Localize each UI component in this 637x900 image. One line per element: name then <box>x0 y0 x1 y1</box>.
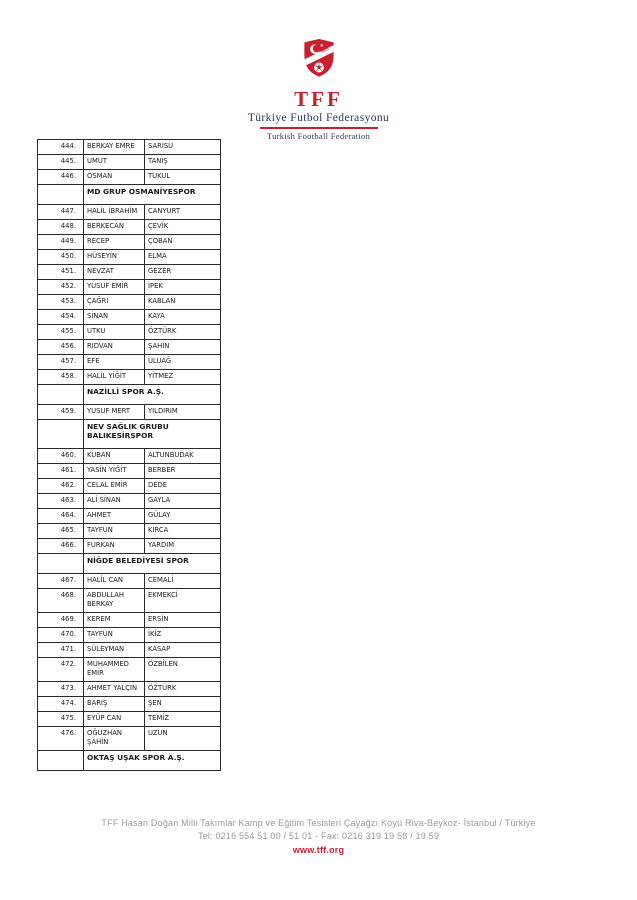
player-first-name: TAYFUN <box>84 628 145 643</box>
player-number: 448. <box>38 220 84 235</box>
player-first-name: OSMAN <box>84 170 145 185</box>
player-last-name: KAYA <box>145 310 221 325</box>
player-number: 474. <box>38 697 84 712</box>
player-number: 468. <box>38 589 84 613</box>
player-last-name: GÜLAY <box>145 509 221 524</box>
player-first-name: RECEP <box>84 235 145 250</box>
player-number: 467. <box>38 574 84 589</box>
club-name: NAZİLLİ SPOR A.Ş. <box>84 385 221 405</box>
player-number: 469. <box>38 613 84 628</box>
player-first-name: EFE <box>84 355 145 370</box>
club-header-row <box>38 420 221 449</box>
player-number: 451. <box>38 265 84 280</box>
table-row <box>38 479 221 494</box>
player-last-name: GAYLA <box>145 494 221 509</box>
player-first-name: ABDULLAH BERKAY <box>84 589 145 613</box>
table-row <box>38 355 221 370</box>
player-first-name: EYÜP CAN <box>84 712 145 727</box>
player-last-name: ELMA <box>145 250 221 265</box>
player-last-name: ÇEVİK <box>145 220 221 235</box>
player-number: 456. <box>38 340 84 355</box>
table-row <box>38 295 221 310</box>
player-number: 457. <box>38 355 84 370</box>
table-row <box>38 574 221 589</box>
player-number: 459. <box>38 405 84 420</box>
table-row <box>38 658 221 682</box>
player-number: 445. <box>38 155 84 170</box>
player-number: 471. <box>38 643 84 658</box>
player-number: 453. <box>38 295 84 310</box>
player-last-name: ÇOBAN <box>145 235 221 250</box>
player-first-name: BERKECAN <box>84 220 145 235</box>
player-last-name: YILDIRIM <box>145 405 221 420</box>
player-first-name: KUBAN <box>84 449 145 464</box>
footer-address: TFF Hasan Doğan Milli Takımlar Kamp ve Eğitim Tesisleri Çayağzı Köyü Riva-Beykoz- İstanbul / Türkiye <box>101 818 536 828</box>
player-first-name: TAYFUN <box>84 524 145 539</box>
footer <box>0 817 637 857</box>
club-header-row <box>38 185 221 205</box>
player-number: 464. <box>38 509 84 524</box>
tff-crest-icon <box>302 33 336 83</box>
player-last-name: ALTUNBUDAK <box>145 449 221 464</box>
table-row <box>38 727 221 751</box>
player-last-name: ERSİN <box>145 613 221 628</box>
player-number: 466. <box>38 539 84 554</box>
player-last-name: BERBER <box>145 464 221 479</box>
player-last-name: KABLAN <box>145 295 221 310</box>
player-first-name: HALİL İBRAHİM <box>84 205 145 220</box>
player-last-name: TEMİZ <box>145 712 221 727</box>
footer-website: www.tff.org <box>292 845 345 855</box>
empty-number-cell <box>38 554 84 574</box>
table-row <box>38 170 221 185</box>
tff-wordmark: TFF <box>294 87 343 111</box>
player-number: 470. <box>38 628 84 643</box>
player-number: 454. <box>38 310 84 325</box>
player-first-name: FURKAN <box>84 539 145 554</box>
player-first-name: RIDVAN <box>84 340 145 355</box>
player-last-name: YİTMEZ <box>145 370 221 385</box>
table-row <box>38 712 221 727</box>
table-row <box>38 265 221 280</box>
player-number: 455. <box>38 325 84 340</box>
empty-number-cell <box>38 420 84 449</box>
player-first-name: HALİL CAN <box>84 574 145 589</box>
player-last-name: DEDE <box>145 479 221 494</box>
player-first-name: YASİN YİĞİT <box>84 464 145 479</box>
table-row <box>38 697 221 712</box>
player-number: 462. <box>38 479 84 494</box>
table-row <box>38 280 221 295</box>
red-divider-line <box>260 127 378 129</box>
table-row <box>38 405 221 420</box>
player-last-name: ÖZBİLEN <box>145 658 221 682</box>
empty-number-cell <box>38 185 84 205</box>
table-row <box>38 235 221 250</box>
player-first-name: YUSUF MERT <box>84 405 145 420</box>
player-last-name: TUKUL <box>145 170 221 185</box>
table-row <box>38 643 221 658</box>
player-first-name: SÜLEYMAN <box>84 643 145 658</box>
table-row <box>38 682 221 697</box>
club-name: MD GRUP OSMANİYESPOR <box>84 185 221 205</box>
table-row <box>38 539 221 554</box>
player-last-name: İPEK <box>145 280 221 295</box>
player-first-name: AHMET YALÇIN <box>84 682 145 697</box>
player-number: 461. <box>38 464 84 479</box>
tff-letterhead <box>0 33 637 141</box>
player-last-name: CANYURT <box>145 205 221 220</box>
crest-year-label: 1923 <box>320 46 330 54</box>
player-number: 476. <box>38 727 84 751</box>
player-number: 446. <box>38 170 84 185</box>
player-last-name: KASAP <box>145 643 221 658</box>
table-row <box>38 155 221 170</box>
player-last-name: CEMALİ <box>145 574 221 589</box>
player-last-name: UZUN <box>145 727 221 751</box>
table-row <box>38 524 221 539</box>
player-last-name: SARISU <box>145 140 221 155</box>
player-first-name: AHMET <box>84 509 145 524</box>
table-row <box>38 509 221 524</box>
table-row <box>38 325 221 340</box>
player-number: 444. <box>38 140 84 155</box>
club-header-row <box>38 751 221 771</box>
table-row <box>38 628 221 643</box>
footer-phone-fax: Tel: 0216 554 51 00 / 51 01 - Fax: 0216 319 19 58 / 19 59 <box>197 831 440 841</box>
club-name: NİĞDE BELEDİYESİ SPOR <box>84 554 221 574</box>
table-row <box>38 205 221 220</box>
player-number: 458. <box>38 370 84 385</box>
table-row <box>38 220 221 235</box>
table-row <box>38 449 221 464</box>
table-row <box>38 370 221 385</box>
player-first-name: SİNAN <box>84 310 145 325</box>
table-row <box>38 589 221 613</box>
player-first-name: ÇAĞRI <box>84 295 145 310</box>
player-number: 465. <box>38 524 84 539</box>
table-row <box>38 340 221 355</box>
player-last-name: ŞAHİN <box>145 340 221 355</box>
club-header-row <box>38 554 221 574</box>
org-name-english: Turkish Football Federation <box>266 131 371 141</box>
player-number: 447. <box>38 205 84 220</box>
player-number: 449. <box>38 235 84 250</box>
player-number: 475. <box>38 712 84 727</box>
player-first-name: HALİL YİĞİT <box>84 370 145 385</box>
player-number: 473. <box>38 682 84 697</box>
player-first-name: UMUT <box>84 155 145 170</box>
player-last-name: ÖZTÜRK <box>145 682 221 697</box>
org-name-turkish: Türkiye Futbol Federasyonu <box>247 112 390 124</box>
player-number: 450. <box>38 250 84 265</box>
player-first-name: BERKAY EMRE <box>84 140 145 155</box>
player-first-name: OĞUZHAN ŞAHİN <box>84 727 145 751</box>
player-first-name: BARIŞ <box>84 697 145 712</box>
table-row <box>38 494 221 509</box>
player-first-name: MUHAMMED EMİR <box>84 658 145 682</box>
player-last-name: ŞEN <box>145 697 221 712</box>
roster-table <box>37 139 221 771</box>
player-last-name: ÖZTÜRK <box>145 325 221 340</box>
player-first-name: UTKU <box>84 325 145 340</box>
player-first-name: HÜSEYİN <box>84 250 145 265</box>
player-first-name: NEVZAT <box>84 265 145 280</box>
empty-number-cell <box>38 751 84 771</box>
player-number: 463. <box>38 494 84 509</box>
player-last-name: YARDIM <box>145 539 221 554</box>
player-number: 452. <box>38 280 84 295</box>
player-last-name: İKİZ <box>145 628 221 643</box>
player-number: 472. <box>38 658 84 682</box>
player-number: 460. <box>38 449 84 464</box>
table-row <box>38 250 221 265</box>
player-last-name: EKMEKCİ <box>145 589 221 613</box>
empty-number-cell <box>38 385 84 405</box>
table-row <box>38 310 221 325</box>
club-name: OKTAŞ UŞAK SPOR A.Ş. <box>84 751 221 771</box>
player-last-name: GEZER <box>145 265 221 280</box>
player-last-name: ULUAĞ <box>145 355 221 370</box>
club-header-row <box>38 385 221 405</box>
club-name: NEV SAĞLIK GRUBU BALIKESİRSPOR <box>84 420 221 449</box>
table-row <box>38 464 221 479</box>
roster-table-body <box>38 140 221 771</box>
player-first-name: YUSUF EMİR <box>84 280 145 295</box>
player-first-name: CELAL EMİR <box>84 479 145 494</box>
roster-table-container <box>37 139 221 771</box>
table-row <box>38 140 221 155</box>
player-first-name: ALİ SİNAN <box>84 494 145 509</box>
player-first-name: KEREM <box>84 613 145 628</box>
player-last-name: TANIŞ <box>145 155 221 170</box>
player-last-name: KIRCA <box>145 524 221 539</box>
table-row <box>38 613 221 628</box>
